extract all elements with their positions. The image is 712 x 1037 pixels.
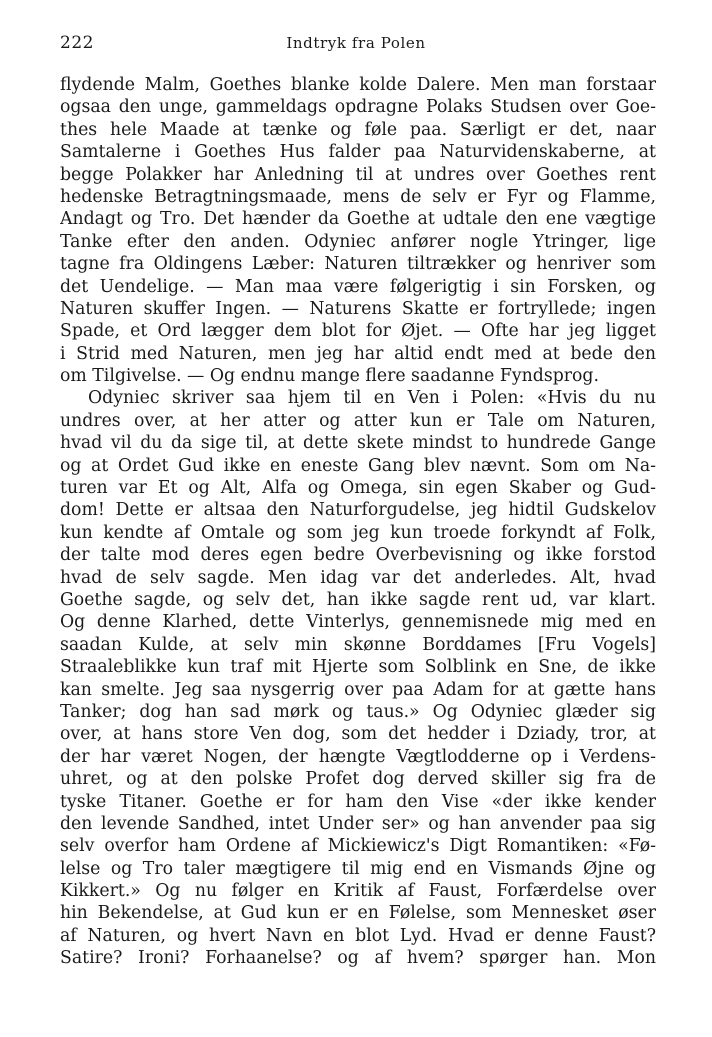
text-line: hvad de selv sagde. Men idag var det anderledes. Alt, hvad — [60, 567, 656, 588]
text-line: kun kendte af Omtale og som jeg kun troede forkyndt af Folk, — [60, 522, 656, 543]
text-line: kan smelte. Jeg saa nysgerrig over paa Adam for at gætte hans — [60, 679, 656, 700]
text-line: Goethe sagde, og selv det, han ikke sagde rent ud, var klart. — [60, 589, 656, 610]
text-line: af Naturen, og hvert Navn en blot Lyd. Hvad er denne Faust? — [60, 925, 656, 946]
text-line: Naturen skuffer Ingen. — Naturens Skatte er fortryllede; ingen — [60, 298, 656, 319]
text-line: dom! Dette er altsaa den Naturforgudelse, jeg hidtil Gudskelov — [60, 500, 656, 521]
text-line: om Tilgivelse. — Og endnu mange flere saadanne Fyndsprog. — [60, 366, 599, 387]
text-line: undres over, at her atter og atter kun er Tale om Naturen, — [60, 410, 656, 431]
text-line: Kikkert.» Og nu følger en Kritik af Faust, Forfærdelse over — [60, 881, 656, 902]
text-line: hedenske Betragtningsmaade, mens de selv er Fyr og Flamme, — [60, 186, 656, 207]
text-line: Odyniec skriver saa hjem til en Ven i Polen: «Hvis du nu — [88, 388, 656, 409]
text-line: turen var Et og Alt, Alfa og Omega, sin egen Skaber og Gud- — [60, 478, 656, 499]
text-line: Spade, et Ord lægger dem blot for Øjet. — Ofte har jeg ligget — [60, 321, 656, 342]
running-title: Indtryk fra Polen — [286, 34, 426, 52]
text-line: Tanke efter den anden. Odyniec anfører nogle Ytringer, lige — [60, 231, 656, 252]
text-line: thes hele Maade at tænke og føle paa. Særligt er det, naar — [60, 119, 656, 140]
text-line: det Uendelige. — Man maa være følgerigtig i sin Forsken, og — [60, 276, 656, 297]
text-line: begge Polakker har Anledning til at undres over Goethes rent — [60, 164, 656, 185]
text-line: saadan Kulde, at selv min skønne Borddames [Fru Vogels] — [60, 634, 656, 655]
text-line: og at Ordet Gud ikke en eneste Gang blev nævnt. Som om Na- — [60, 455, 656, 476]
text-line: der talte mod deres egen bedre Overbevisning og ikke forstod — [60, 545, 656, 566]
text-line: lelse og Tro taler mægtigere til mig end en Vismands Øjne og — [60, 858, 656, 879]
text-line: flydende Malm, Goethes blanke kolde Dalere. Men man forstaar — [60, 75, 656, 95]
text-line: tagne fra Oldingens Læber: Naturen tiltrækker og henriver som — [60, 254, 656, 275]
text-line: Andagt og Tro. Det hænder da Goethe at udtale den ene vægtige — [60, 209, 656, 230]
text-line: i Strid med Naturen, men jeg har altid endt med at bede den — [60, 343, 656, 364]
text-line: over, at hans store Ven dog, som det hedder i Dziady, tror, at — [60, 724, 656, 745]
text-line: Og denne Klarhed, dette Vinterlys, gennemisnede mig med en — [60, 612, 656, 633]
page-number: 222 — [60, 33, 94, 53]
text-line: hin Bekendelse, at Gud kun er en Følelse, som Mennesket øser — [60, 903, 656, 924]
text-line: uhret, og at den polske Profet dog derved skiller sig fra de — [60, 769, 656, 790]
text-line: Tanker; dog han sad mørk og taus.» Og Odyniec glæder sig — [60, 701, 656, 722]
text-line: Satire? Ironi? Forhaanelse? og af hvem? spørger han. Mon — [60, 948, 656, 969]
text-line: der har været Nogen, der hængte Vægtlodderne op i Verdens- — [60, 746, 656, 767]
text-line: ogsaa den unge, gammeldags opdragne Polaks Studsen over Goe- — [60, 97, 656, 118]
text-line: selv overfor ham Ordene af Mickiewicz's Digt Romantiken: «Fø- — [60, 836, 656, 857]
text-line: hvad vil du da sige til, at dette skete mindst to hundrede Gange — [60, 433, 656, 454]
body-text — [60, 74, 656, 970]
text-line: tyske Titaner. Goethe er for ham den Vise «der ikke kender — [60, 791, 656, 812]
text-line: den levende Sandhed, intet Under ser» og han anvender paa sig — [60, 813, 656, 834]
text-line: Samtalerne i Goethes Hus falder paa Naturvidenskaberne, at — [60, 142, 656, 163]
text-line: Straaleblikke kun traf mit Hjerte som Solblink en Sne, de ikke — [60, 657, 656, 678]
